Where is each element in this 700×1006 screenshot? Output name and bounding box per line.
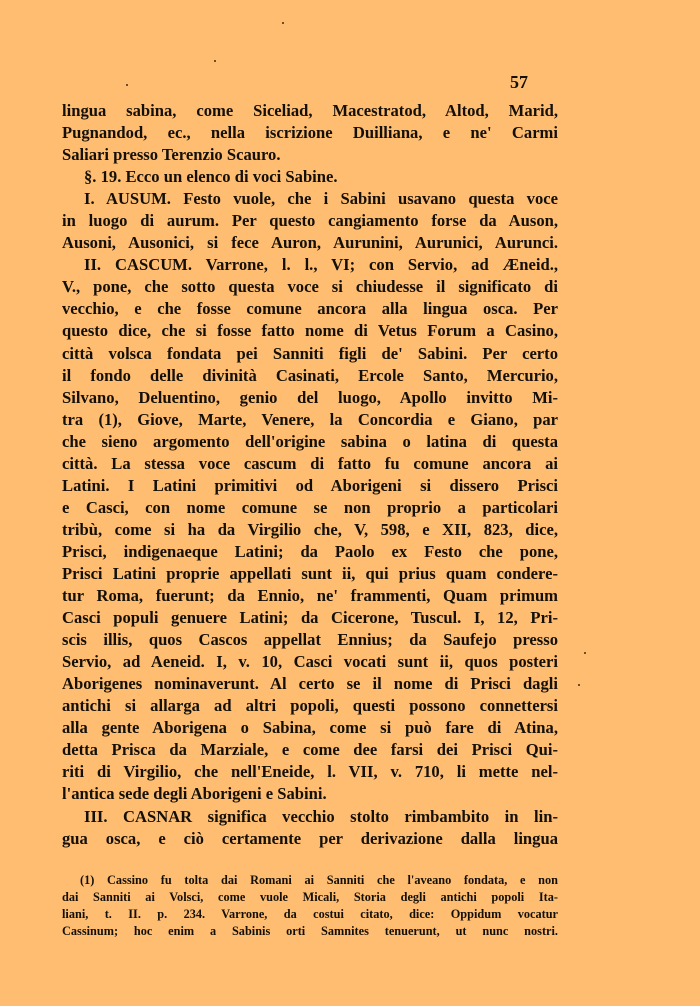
body-line: Prisci Latini proprie appellati sunt ii, qui prius quam condere- xyxy=(62,563,558,583)
scan-speck xyxy=(126,84,128,86)
body-text xyxy=(62,100,558,850)
body-line: tra (1), Giove, Marte, Venere, la Concordia e Giano, par xyxy=(62,409,558,429)
footnote xyxy=(62,872,558,940)
body-line: vecchio, e che fosse comune ancora alla lingua osca. Per xyxy=(62,299,558,319)
body-line: Casci populi genuere Latini; da Cicerone, Tuscul. I, 12, Pri- xyxy=(62,608,558,628)
body-line: lingua sabina, come Siceliad, Macestratod, Altod, Marid, xyxy=(62,101,558,120)
body-line: che sieno argomento dell'origine sabina o latina di questa xyxy=(62,431,558,451)
page-number: 57 xyxy=(510,72,528,92)
entry-heading-cascum: II. CASCUM. Varrone, l. l., VI; con Servio, ad Æneid., xyxy=(84,255,558,275)
body-line: e Casci, con nome comune se non proprio a particolari xyxy=(62,497,558,517)
body-line: gua osca, e ciò certamente per derivazione dalla lingua xyxy=(62,828,558,848)
body-line: antichi si allarga ad altri popoli, questi possono connettersi xyxy=(62,696,558,716)
body-line: Ausoni, Ausonici, si fece Auron, Aurunini, Aurunici, Aurunci. xyxy=(62,233,558,253)
footnote-line: Cassinum; hoc enim a Sabinis orti Samnites tenuerunt, ut nunc nostri. xyxy=(62,924,558,938)
entry-heading-casnar: III. CASNAR significa vecchio stolto rimbambito in lin- xyxy=(84,806,558,826)
body-line: Saliari presso Terenzio Scauro. xyxy=(62,145,281,165)
body-line: città volsca fondata pei Sanniti figli de' Sabini. Per certo xyxy=(62,343,558,363)
body-line: l'antica sede degli Aborigeni e Sabini. xyxy=(62,784,327,804)
body-line: scis illis, quos Cascos appellat Ennius; da Saufejo presso xyxy=(62,630,558,650)
body-line: il fondo delle divinità Casinati, Ercole Santo, Mercurio, xyxy=(62,365,558,385)
entry-heading-ausum: I. AUSUM. Festo vuole, che i Sabini usavano questa voce xyxy=(84,189,558,209)
scan-speck xyxy=(214,60,216,62)
body-line: Latini. I Latini primitivi od Aborigeni si dissero Prisci xyxy=(62,475,558,495)
section-heading: §. 19. Ecco un elenco di voci Sabine. xyxy=(84,167,338,187)
body-line: città. La stessa voce cascum di fatto fu comune ancora ai xyxy=(62,453,558,473)
footnote-line: dai Sanniti ai Volsci, come vuole Micali, Storia degli antichi popoli Ita- xyxy=(62,890,558,904)
scan-speck xyxy=(282,22,284,24)
body-line: in luogo di aurum. Per questo cangiamento forse da Auson, xyxy=(62,211,558,231)
body-line: Servio, ad Aeneid. I, v. 10, Casci vocati sunt ii, quos posteri xyxy=(62,652,558,672)
body-line: questo dice, che si fosse fatto nome di Vetus Forum a Casino, xyxy=(62,321,558,341)
footnote-line: (1) Cassino fu tolta dai Romani ai Sanniti che l'aveano fondata, e non xyxy=(80,873,558,887)
footnote-line: liani, t. II. p. 234. Varrone, da costui citato, dice: Oppidum vocatur xyxy=(62,907,558,921)
body-line: alla gente Aborigena o Sabina, come si può fare di Atina, xyxy=(62,718,558,738)
body-line: tribù, come si ha da Virgilio che, V, 598, e XII, 823, dice, xyxy=(62,519,558,539)
body-line: Aborigenes nominaverunt. Al certo se il nome di Prisci dagli xyxy=(62,674,558,694)
body-line: Prisci, indigenaeque Latini; da Paolo ex Festo che pone, xyxy=(62,541,558,561)
body-line: detta Prisca da Marziale, e come dee farsi dei Prisci Qui- xyxy=(62,740,558,760)
scan-speck xyxy=(578,684,580,686)
body-line: Silvano, Deluentino, genio del luogo, Apollo invitto Mi- xyxy=(62,387,558,407)
body-line: riti di Virgilio, che nell'Eneide, l. VII, v. 710, li mette nel- xyxy=(62,762,558,782)
scan-speck xyxy=(584,652,586,654)
body-line: tur Roma, fuerunt; da Ennio, ne' frammenti, Quam primum xyxy=(62,586,558,606)
body-line: Pugnandod, ec., nella iscrizione Duilliana, e ne' Carmi xyxy=(62,123,558,143)
body-line: V., pone, che sotto questa voce si chiudesse il significato di xyxy=(62,277,558,297)
